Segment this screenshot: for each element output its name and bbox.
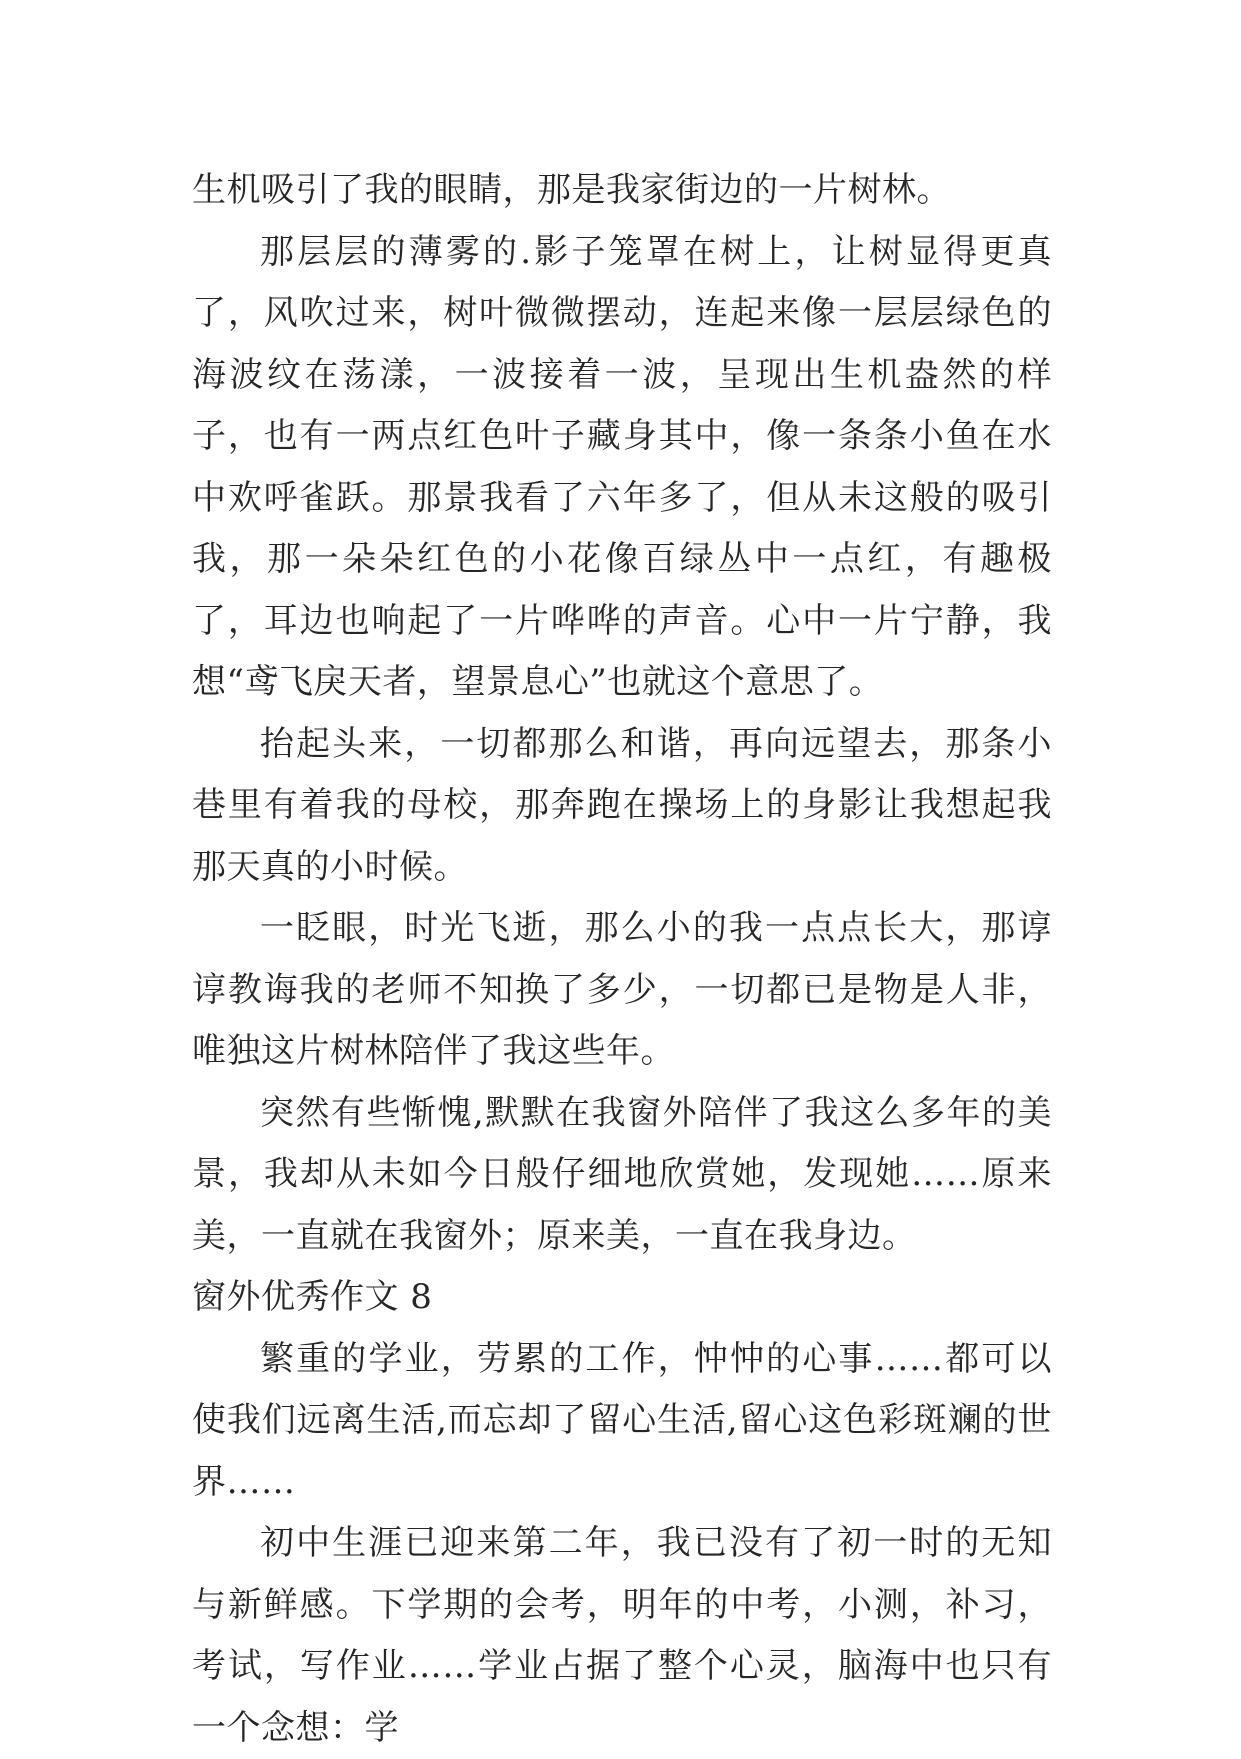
section-heading: 窗外优秀作文 8 [192,1277,433,1317]
paragraph-heavy-study: 繁重的学业，劳累的工作，忡忡的心事……都可以使我们远离生活,而忘却了留心生活,留心这色彩斑斓的世界…… [192,1338,1052,1502]
paragraph-mist-trees: 那层层的薄雾的.影子笼罩在树上，让树显得更真了，风吹过来，树叶微微摆动，连起来像一层层绿色的海波纹在荡漾，一波接着一波，呈现出生机盎然的样子，也有一两点红色叶子藏身其中，像一条条小鱼在水中欢呼雀跃。那景我看了六年多了，但从未这般的吸引我，那一朵朵红色的小花像百绿丛中一点红，有趣极了，耳边也响起了一片哗哗的声音。心中一片宁静，我想“鸢飞戾天者，望景息心”也就这个意思了。 [192,231,1052,702]
paragraph-look-up: 抬起头来，一切都那么和谐，再向远望去，那条小巷里有着我的母校，那奔跑在操场上的身影让我想起我那天真的小时候。 [192,723,1052,887]
paragraph-junior-high: 初中生涯已迎来第二年，我已没有了初一时的无知与新鲜感。下学期的会考，明年的中考，小测，补习，考试，写作业……学业占据了整个心灵，脑海中也只有一个念想：学 [192,1523,1052,1748]
paragraph-ashamed: 突然有些惭愧,默默在我窗外陪伴了我这么多年的美景，我却从未如今日般仔细地欣赏她，发现她……原来美，一直就在我窗外；原来美，一直在我身边。 [192,1092,1052,1256]
paragraph-continued: 生机吸引了我的眼睛，那是我家街边的一片树林。 [192,170,951,210]
paragraph-time-flies: 一眨眼，时光飞逝，那么小的我一点点长大，那谆谆教诲我的老师不知换了多少，一切都已是物是人非，唯独这片树林陪伴了我这些年。 [192,908,1052,1071]
document-body [192,160,1052,1759]
